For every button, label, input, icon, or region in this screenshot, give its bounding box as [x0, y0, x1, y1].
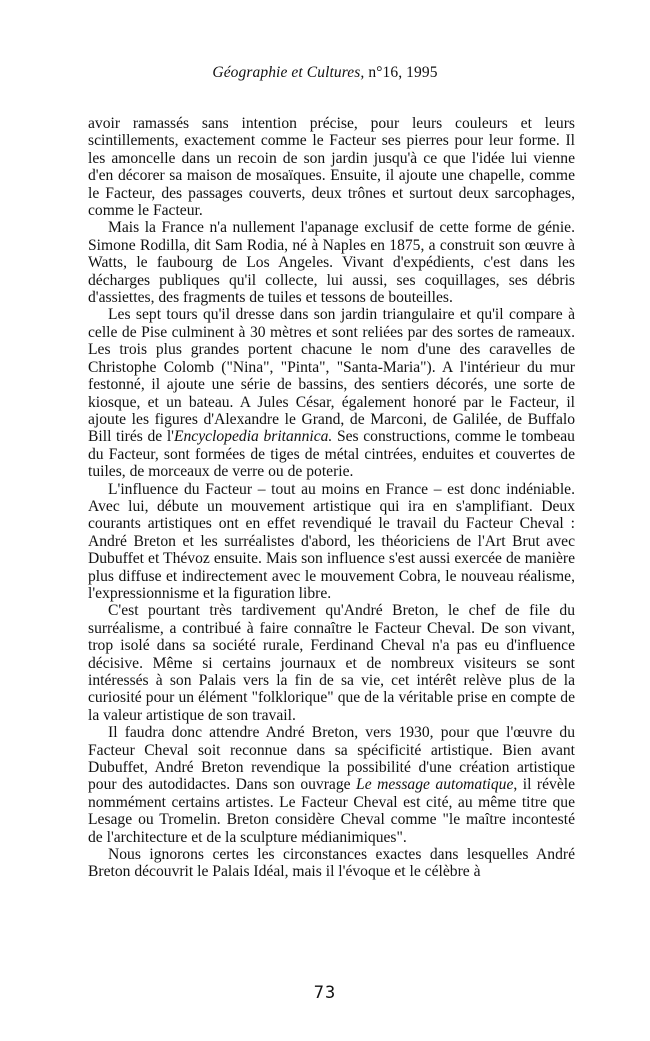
paragraph	[88, 602, 575, 724]
text-run: C'est pourtant très tardivement qu'André Breton, le chef de file du surréalisme, a contribué à faire connaître le Facteur Cheval. De son vivant, trop isolé dans sa société rurale, Ferdinand Cheval n'a pas eu d'influence décisive. Même si certains journaux et de nombreux visiteurs se sont intéressés à son Palais vers la fin de sa vie, cet intérêt relève plus de la curiosité pour un élément "folklorique" que de la véritable prise en compte de la valeur artistique de son travail.	[88, 602, 575, 724]
text-run: avoir ramassés sans intention précise, pour leurs couleurs et leurs scintillements, exactement comme le Facteur ses pierres pour leur forme. Il les amoncelle dans un recoin de son jardin jusqu'à ce que l'idée lui vienne d'en décorer sa maison de mosaïques. Ensuite, il ajoute une chapelle, comme le Facteur, des passages couverts, deux trônes et surtout deux sarcophages, comme le Facteur.	[88, 115, 575, 220]
book-title: Encyclopedia britannica.	[173, 428, 333, 446]
paragraph	[88, 306, 575, 480]
text-run: L'influence du Facteur – tout au moins en France – est donc indéniable. Avec lui, débute un mouvement artistique qui ira en s'amplifiant. Deux courants artistiques ont en effet revendiqué le travail du Facteur Cheval : André Breton et les surréalistes d'abord, les théoriciens de l'Art Brut avec Dubuffet et Thévoz ensuite. Mais son influence s'est aussi exercée de manière plus diffuse et indirectement avec le mouvement Cobra, le nouveau réalisme, l'expressionnisme et la figuration libre.	[88, 480, 575, 602]
body-text	[88, 115, 575, 881]
text-run: Ses constructions, comme le tombeau du Facteur, sont formées de tiges de métal cintrées, enduites et couvertes de tuiles, de morceaux de verre ou de poterie.	[88, 428, 575, 481]
paragraph	[88, 115, 575, 219]
journal-title: Géographie et Cultures,	[212, 64, 365, 81]
page-number: 73	[313, 983, 337, 1003]
paragraph	[88, 724, 575, 846]
book-title: Le message automatique	[356, 776, 514, 794]
issue-info: n°16, 1995	[364, 64, 438, 81]
text-run: , il révèle nommément certains artistes. Le Facteur Cheval est cité, au même titre que Lesage ou Tromelin. Breton considère Cheval comme "le maître incontesté de l'architecture et de la sculpture médianimiques".	[88, 776, 576, 846]
text-run: Les sept tours qu'il dresse dans son jardin triangulaire et qu'il compare à celle de Pise culminent à 30 mètres et sont reliées par des sortes de rameaux. Les trois plus grandes portent chacune le nom d'une des caravelles de Christophe Colomb ("Nina", "Pinta", "Santa-Maria"). A l'intérieur du mur festonné, il ajoute une série de bassins, des sentiers décorés, une sorte de kiosque, et un bateau. A Jules César, également honoré par le Facteur, il ajoute les figures d'Alexandre le Grand, de Marconi, de Galilée, de Buffalo Bill tirés de l'	[88, 306, 575, 446]
running-head	[0, 64, 650, 82]
text-run: Il faudra donc attendre André Breton, vers 1930, pour que l'œuvre du Facteur Cheval soit reconnue dans sa spécificité artistique. Bien avant Dubuffet, André Breton revendique la possibilité d'une création artistique pour des autodidactes. Dans son ouvrage	[88, 724, 575, 794]
paragraph	[88, 846, 575, 881]
paragraph	[88, 219, 575, 306]
text-run: Nous ignorons certes les circonstances exactes dans lesquelles André Breton découvrit le Palais Idéal, mais il l'évoque et le célèbre à	[88, 846, 575, 881]
paragraph	[88, 481, 575, 603]
text-run: Mais la France n'a nullement l'apanage exclusif de cette forme de génie. Simone Rodilla, dit Sam Rodia, né à Naples en 1875, a construit son œuvre à Watts, le faubourg de Los Angeles. Vivant d'expédients, c'est dans les décharges publiques qu'il collecte, lui aussi, ses coquillages, ses débris d'assiettes, des fragments de tuiles et tessons de bouteilles.	[88, 219, 575, 307]
